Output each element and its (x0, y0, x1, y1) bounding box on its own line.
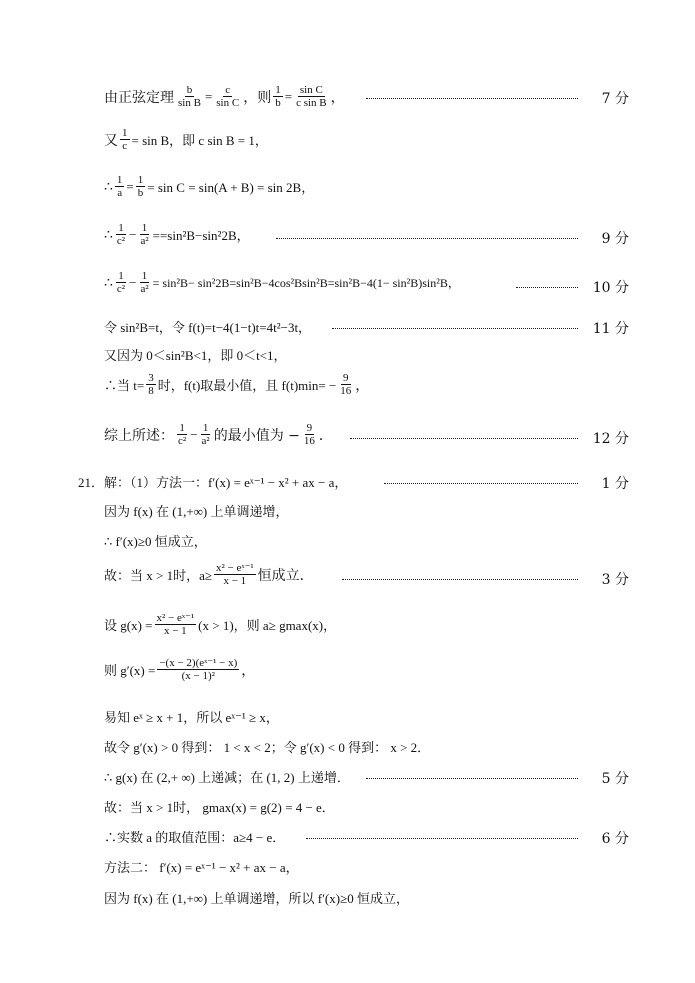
text: 又因为 0＜sin²B<1，即 0＜t<1， (104, 348, 287, 363)
line-derivative-nonneg (104, 531, 207, 550)
denominator: (x − 1)² (181, 670, 215, 682)
text: ∴ f′(x)≥0 恒成立， (104, 534, 207, 549)
numerator: x² − eˣ⁻¹ (156, 612, 195, 624)
denominator: c² (116, 283, 126, 295)
text: ， (355, 377, 370, 394)
numerator: 1 (118, 222, 124, 234)
fraction (136, 174, 146, 199)
denominator: sin B (178, 97, 201, 109)
minus: − (129, 274, 137, 290)
denominator: c² (116, 235, 126, 247)
text: ∴当 t= (104, 378, 145, 393)
denominator: a (117, 187, 123, 199)
text: 方法二： f′(x) = eˣ⁻¹ − x² + ax − a， (104, 860, 299, 875)
text: 恒成立． (257, 567, 314, 584)
leader-dots (516, 287, 578, 288)
line-problem-21 (78, 472, 347, 491)
text: ∴实数 a 的取值范围：a≥4 − e． (104, 830, 286, 845)
text: 令 sin²B=t，令 f(t)=t−4(1−t)t=4t²−3t， (104, 320, 312, 335)
line-diff-squares (104, 222, 250, 247)
fraction (120, 127, 130, 152)
line-exp-inequality (104, 707, 279, 726)
leader-dots (366, 778, 578, 779)
text: ，则 (243, 89, 272, 106)
line-sine-rule (104, 84, 345, 109)
fraction (200, 422, 212, 447)
numerator: 3 (148, 372, 154, 384)
score-mark: 5 分 (601, 771, 629, 787)
text: 故：当 x > 1时， gmax(x) = g(2) = 4 − e． (104, 800, 335, 815)
fraction (302, 422, 317, 447)
fraction (115, 270, 127, 295)
numerator: 1 (116, 174, 123, 186)
therefore: ∴ (104, 274, 113, 291)
score-mark: 6 分 (601, 831, 629, 847)
fraction (176, 84, 203, 109)
line-method-two-cont (104, 888, 409, 907)
line-substitute (104, 317, 311, 336)
fraction (115, 174, 125, 199)
numerator: 1 (122, 127, 128, 139)
numerator: 1 (141, 222, 148, 234)
numerator: x² − eˣ⁻¹ (216, 562, 254, 574)
denominator: a² (201, 435, 210, 447)
fraction (155, 612, 197, 637)
score-mark: 1 分 (601, 476, 629, 492)
text: ∴ g(x) 在 (2,+ ∞) 上递减；在 (1, 2) 上递增． (104, 770, 350, 785)
denominator: sin C (216, 97, 240, 109)
equals: = (126, 178, 134, 194)
line-also (104, 127, 268, 152)
text: 设 g(x) = (104, 618, 153, 633)
text: 因为 f(x) 在 (1,+∞) 上单调递增， (104, 504, 289, 519)
denominator: 16 (340, 385, 352, 397)
numerator: sin C (299, 84, 323, 96)
equals: = (204, 88, 213, 104)
numerator: 1 (179, 422, 185, 434)
denominator: x − 1 (163, 625, 187, 637)
line-method-two (104, 857, 299, 876)
denominator: c² (178, 435, 187, 447)
line-minimum (104, 372, 369, 397)
numerator: 1 (137, 174, 144, 186)
line-conclusion (104, 422, 333, 447)
text: 又 (104, 132, 118, 149)
leader-dots (350, 438, 578, 439)
score-mark: 3 分 (601, 572, 629, 588)
numerator: c (225, 84, 231, 96)
minus: − (190, 426, 198, 442)
line-a-bound (104, 562, 314, 587)
text: 的最小值为 − (213, 427, 300, 444)
text: 21．解：（1）方法一：f′(x) = eˣ⁻¹ − x² + ax − a， (78, 475, 348, 490)
numerator: 1 (118, 270, 124, 282)
fraction (157, 657, 239, 682)
leader-dots (384, 483, 578, 484)
leader-dots (276, 238, 578, 239)
denominator: c sin B (296, 97, 327, 109)
denominator: b (275, 97, 281, 109)
line-expand (104, 270, 460, 295)
leader-dots (332, 328, 578, 329)
text: 综上所述： (104, 427, 174, 444)
leader-dots (342, 579, 578, 580)
numerator: 9 (343, 372, 349, 384)
denominator: b (137, 187, 144, 199)
line-gmax (104, 797, 335, 816)
denominator: 8 (148, 385, 154, 397)
text: 则 g′(x) = (104, 663, 156, 678)
numerator: 9 (306, 422, 313, 434)
text: 故令 g′(x) > 0 得到： 1 < x < 2；令 g′(x) < 0 得到： x > 2． (104, 740, 431, 755)
fraction (176, 422, 188, 447)
therefore: ∴ (104, 178, 113, 195)
text: 由正弦定理 (104, 89, 174, 106)
fraction (273, 84, 283, 109)
score-mark: 7 分 (601, 91, 629, 107)
score-mark: 9 分 (601, 231, 629, 247)
text: ， (330, 89, 345, 106)
line-range (104, 345, 287, 364)
line-monotonicity (104, 767, 350, 786)
text: = sin C = sin(A + B) = sin 2B， (147, 180, 315, 195)
fraction (294, 84, 329, 109)
text: ． (318, 427, 333, 444)
fraction (115, 222, 127, 247)
denominator: c (122, 140, 128, 152)
leader-dots (366, 98, 578, 99)
denominator: a² (140, 235, 149, 247)
numerator: 1 (202, 422, 209, 434)
equals: = (284, 88, 293, 104)
text: ， (241, 662, 256, 679)
text: 时，f(t)取最小值，且 f(t)min= − (157, 378, 337, 393)
leader-dots (306, 838, 578, 839)
text: ==sin²B−sin²2B， (152, 228, 250, 243)
fraction (146, 372, 156, 397)
line-define-g (104, 612, 336, 637)
fraction (338, 372, 353, 397)
text: (x > 1)，则 a≥ gmax(x)， (198, 618, 337, 633)
text: = sin²B− sin²2B=sin²B−4cos²Bsin²B=sin²B−4(1− sin²B)sin²B， (152, 276, 460, 290)
therefore: ∴ (104, 226, 113, 243)
numerator: b (186, 84, 193, 96)
text: 故：当 x > 1时，a≥ (104, 568, 212, 583)
fraction (138, 222, 150, 247)
text: 易知 eˣ ≥ x + 1，所以 eˣ⁻¹ ≥ x， (104, 710, 279, 725)
denominator: 16 (303, 435, 315, 447)
fraction (138, 270, 150, 295)
fraction (214, 84, 241, 109)
line-increasing (104, 501, 289, 520)
minus: − (129, 226, 137, 242)
numerator: −(x − 2)(eˣ⁻¹ − x) (159, 657, 238, 669)
numerator: 1 (141, 270, 148, 282)
line-answer-range (104, 827, 285, 846)
score-mark: 12 分 (592, 431, 629, 447)
text: = sin B，即 c sin B = 1， (131, 133, 268, 148)
fraction (214, 562, 256, 587)
score-mark: 10 分 (592, 280, 629, 296)
line-therefore-a (104, 174, 314, 199)
denominator: a² (140, 283, 149, 295)
line-sign-analysis (104, 737, 430, 756)
numerator: 1 (275, 84, 281, 96)
denominator: x − 1 (223, 575, 247, 587)
line-g-derivative (104, 657, 255, 682)
score-mark: 11 分 (592, 321, 629, 337)
text: 因为 f(x) 在 (1,+∞) 上单调递增，所以 f′(x)≥0 恒成立， (104, 891, 409, 906)
